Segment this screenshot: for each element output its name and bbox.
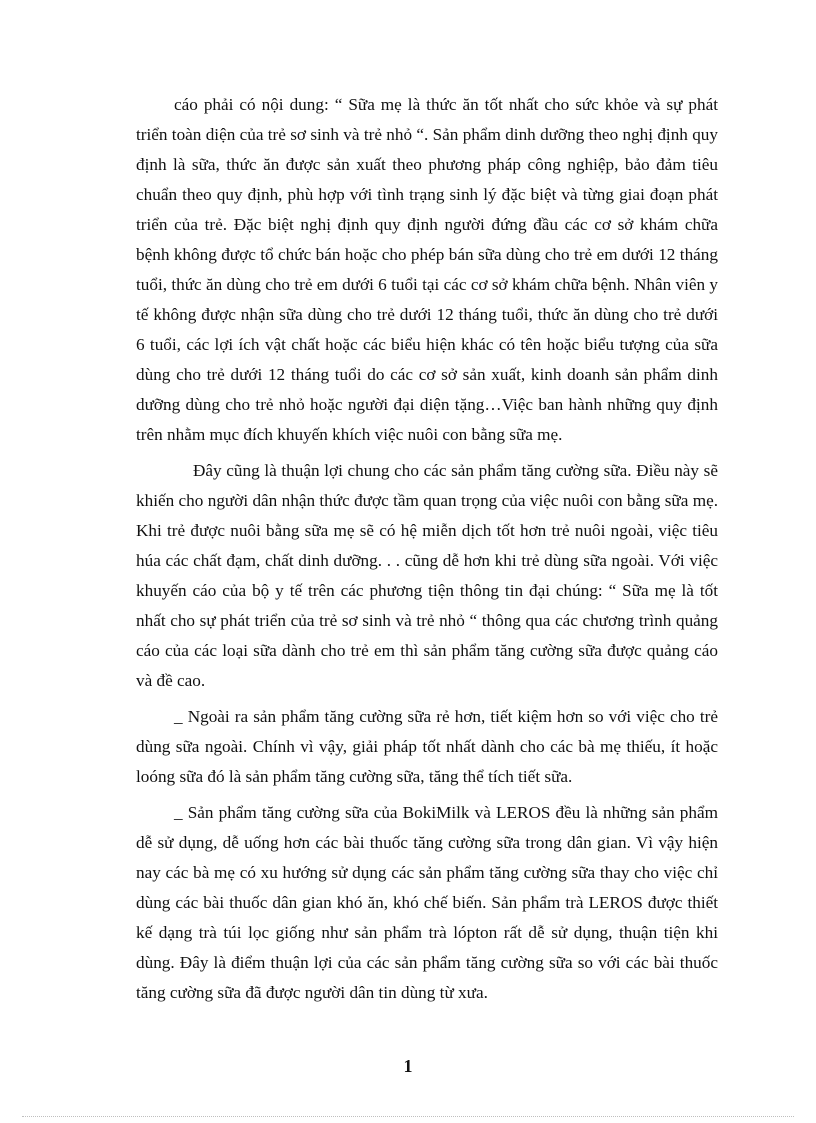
paragraph-ease-of-use: _ Sản phẩm tăng cường sữa của BokiMilk và LEROS đều là những sản phẩm dễ sử dụng, dễ uống hơn các bài thuốc tăng cường sữa trong dân gian. Vì vậy hiện nay các bà mẹ có xu hướng sử dụng các sản phẩm tăng cường sữa thay cho việc chỉ dùng các bài thuốc dân gian khó ăn, khó chế biến. Sản phẩm trà LEROS được thiết kế dạng trà túi lọc giống như sản phẩm trà lópton rất dễ sử dụng, thuận tiện khi dùng. Đây là điểm thuận lợi của các sản phẩm tăng cường sữa so với các bài thuốc tăng cường sữa đã được người dân tin dùng từ xưa. [136,803,718,1002]
paragraph-regulation: cáo phải có nội dung: “ Sữa mẹ là thức ăn tốt nhất cho sức khỏe và sự phát triển toàn diện của trẻ sơ sinh và trẻ nhỏ “. Sản phẩm dinh dưỡng theo nghị định quy định là sữa, thức ăn được sản xuất theo phương pháp công nghiệp, bảo đảm tiêu chuẩn theo quy định, phù hợp với tình trạng sinh lý đặc biệt và từng giai đoạn phát triển của trẻ. Đặc biệt nghị định quy định người đứng đầu các cơ sở khám chữa bệnh không được tổ chức bán hoặc cho phép bán sữa dùng cho trẻ em dưới 12 tháng tuổi, thức ăn dùng cho trẻ em dưới 6 tuổi tại các cơ sở khám chữa bệnh. Nhân viên y tế không được nhận sữa dùng cho trẻ dưới 12 tháng tuổi, thức ăn dùng cho trẻ dưới 6 tuổi, các lợi ích vật chất hoặc các biểu hiện khác có tên hoặc biểu tượng của sữa dùng cho trẻ dưới 12 tháng tuổi do các cơ sở sản xuất, kinh doanh sản phẩm dinh dưỡng dùng cho trẻ nhỏ hoặc người đại diện tặng…Việc ban hành những quy định trên nhằm mục đích khuyến khích việc nuôi con bằng sữa mẹ. [136,95,718,444]
body-text [136,90,718,1014]
paragraph-advantage: Đây cũng là thuận lợi chung cho các sản phẩm tăng cường sữa. Điều này sẽ khiến cho người dân nhận thức được tầm quan trọng của việc nuôi con bằng sữa mẹ. Khi trẻ được nuôi bằng sữa mẹ sẽ có hệ miễn dịch tốt hơn trẻ nuôi ngoài, việc tiêu húa các chất đạm, chất dinh dưỡng. . . cũng dễ hơn khi trẻ dùng sữa ngoài. Với việc khuyến cáo của bộ y tế trên các phương tiện thông tin đại chúng: “ Sữa mẹ là tốt nhất cho sự phát triển của trẻ sơ sinh và trẻ nhỏ “ thông qua các chương trình quảng cáo của các loại sữa dành cho trẻ em thì sản phẩm tăng cường sữa được quảng cáo và đề cao. [136,461,718,690]
page-number: 1 [403,1056,413,1076]
page-boundary-divider [22,1116,794,1117]
paragraph-cost: _ Ngoài ra sản phẩm tăng cường sữa rẻ hơn, tiết kiệm hơn so với việc cho trẻ dùng sữa ngoài. Chính vì vậy, giải pháp tốt nhất dành cho các bà mẹ thiếu, ít hoặc loóng sữa đó là sản phẩm tăng cường sữa, tăng thể tích tiết sữa. [136,707,718,786]
